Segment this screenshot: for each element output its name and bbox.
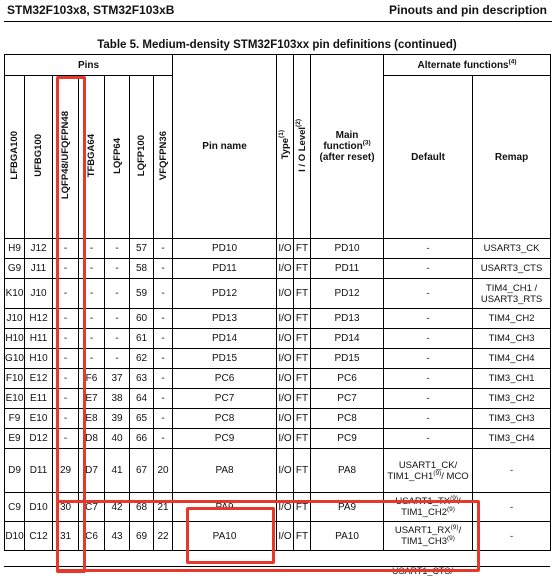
cell-type: I/O [277,329,294,349]
cell-c5: - [105,279,130,309]
cell-lvl: FT [294,369,311,389]
cell-c6: 65 [130,409,154,429]
table-row [5,259,551,279]
cell-lvl: FT [294,522,311,551]
next-row-text: USART1_CTS/ [392,566,453,576]
cell-pin: PD11 [173,259,277,279]
table-row [5,239,551,259]
table-row [5,349,551,369]
cell-remap: TIM4_CH1 / USART3_RTS [473,279,551,309]
cell-def: - [384,279,473,309]
cell-c6: 60 [130,309,154,329]
cell-remap: TIM3_CH1 [473,369,551,389]
cell-c2: H11 [25,329,53,349]
cell-lvl: FT [294,329,311,349]
cell-c6: 59 [130,279,154,309]
cell-type: I/O [277,522,294,551]
col-lqfp64: LQFP64 [105,76,130,239]
cell-c3: - [53,259,79,279]
cell-def: - [384,239,473,259]
cell-pin: PD14 [173,329,277,349]
cell-c1: E10 [5,389,25,409]
cell-pin: PA10 [173,522,277,551]
cell-c1: D9 [5,449,25,493]
table-row [5,309,551,329]
cell-c6: 69 [130,522,154,551]
table-row [5,429,551,449]
cell-main: PD14 [311,329,384,349]
cell-c2: J12 [25,239,53,259]
col-lfbga100: LFBGA100 [5,76,25,239]
cell-c6: 68 [130,493,154,522]
cell-c2: J11 [25,259,53,279]
cell-c1: G9 [5,259,25,279]
cell-c3: 29 [53,449,79,493]
table-caption [0,39,554,51]
table-row [5,329,551,349]
table-row [5,369,551,389]
cell-c4: - [79,309,105,329]
cell-c2: H10 [25,349,53,369]
cell-c3: - [53,239,79,259]
cell-main: PA9 [311,493,384,522]
section-title: Pinouts and pin description [388,3,547,17]
cell-c3: 30 [53,493,79,522]
cell-type: I/O [277,349,294,369]
cell-def: - [384,309,473,329]
cell-c6: 64 [130,389,154,409]
table-caption-text: Table 5. Medium-density STM32F103xx pin definitions (continued) [97,39,457,51]
cell-type: I/O [277,279,294,309]
cell-remap: USART3_CTS [473,259,551,279]
cell-type: I/O [277,389,294,409]
cell-def: - [384,259,473,279]
cell-c1: H9 [5,239,25,259]
cell-c6: 66 [130,429,154,449]
cell-c4: D8 [79,429,105,449]
cell-def: - [384,329,473,349]
cell-pin: PC6 [173,369,277,389]
cell-c4: C7 [79,493,105,522]
cell-c3: - [53,309,79,329]
cell-c5: - [105,239,130,259]
cell-main: PA10 [311,522,384,551]
cell-pin: PC7 [173,389,277,409]
cell-c2: D12 [25,429,53,449]
cell-def: - [384,349,473,369]
cell-c4: C6 [79,522,105,551]
cell-remap: - [473,522,551,551]
cell-c5: - [105,259,130,279]
cell-c2: D10 [25,493,53,522]
cell-main: PC6 [311,369,384,389]
cell-remap: TIM3_CH2 [473,389,551,409]
cell-c5: 41 [105,449,130,493]
table-row [5,389,551,409]
io-level-header: I / O Level$^{(2)}$ [294,55,311,239]
cell-main: PD10 [311,239,384,259]
cell-c3: - [53,429,79,449]
cell-c4: - [79,259,105,279]
cell-type: I/O [277,259,294,279]
cell-type: I/O [277,309,294,329]
cell-c2: E12 [25,369,53,389]
cell-c2: C12 [25,522,53,551]
cell-type: I/O [277,409,294,429]
cell-c7: - [154,429,173,449]
cell-c3: - [53,409,79,429]
cell-main: PC9 [311,429,384,449]
cell-lvl: FT [294,409,311,429]
cell-c7: 20 [154,449,173,493]
cell-c7: - [154,309,173,329]
cell-c7: - [154,239,173,259]
cell-c3: - [53,369,79,389]
cell-lvl: FT [294,429,311,449]
cell-c4: E8 [79,409,105,429]
cell-c6: 58 [130,259,154,279]
cell-main: PD15 [311,349,384,369]
cell-c1: C9 [5,493,25,522]
cell-type: I/O [277,239,294,259]
cell-c5: 42 [105,493,130,522]
cell-c4: F6 [79,369,105,389]
cell-remap: TIM4_CH2 [473,309,551,329]
pin-name-header: Pin name [173,55,277,239]
cell-c2: H12 [25,309,53,329]
cell-remap: TIM3_CH3 [473,409,551,429]
page-header [0,0,554,22]
col-lqfp100: LQFP100 [130,76,154,239]
cell-remap: TIM4_CH4 [473,349,551,369]
cell-type: I/O [277,369,294,389]
cell-remap: USART3_CK [473,239,551,259]
cell-lvl: FT [294,349,311,369]
cell-c7: - [154,389,173,409]
cell-def: USART1_TX$^{(9)}$/ TIM1_CH2$^{(9)}$ [384,493,473,522]
header-rule [4,21,552,22]
cell-c5: - [105,329,130,349]
cell-c7: 21 [154,493,173,522]
cell-remap: - [473,493,551,522]
cell-remap: TIM3_CH4 [473,429,551,449]
cell-c6: 61 [130,329,154,349]
cell-pin: PC9 [173,429,277,449]
remap-header: Remap [473,76,551,239]
cell-type: I/O [277,429,294,449]
cell-c7: - [154,369,173,389]
cell-c2: E11 [25,389,53,409]
cell-def: - [384,429,473,449]
cell-def: USART1_CK/ TIM1_CH1$^{(9)}$/ MCO [384,449,473,493]
cell-pin: PD15 [173,349,277,369]
cell-c7: 22 [154,522,173,551]
cell-lvl: FT [294,279,311,309]
table-row [5,409,551,429]
cell-pin: PA9 [173,493,277,522]
col-tfbga64: TFBGA64 [79,76,105,239]
cell-c5: - [105,309,130,329]
table-row [5,449,551,493]
cell-c2: D11 [25,449,53,493]
cell-remap: TIM4_CH3 [473,329,551,349]
cell-lvl: FT [294,309,311,329]
alt-functions-header: Alternate functions$^{(4)}$ [384,55,551,76]
cell-c1: F9 [5,409,25,429]
cell-c4: - [79,239,105,259]
cell-c5: 37 [105,369,130,389]
table-row [5,522,551,551]
cell-c6: 67 [130,449,154,493]
cell-c6: 63 [130,369,154,389]
cell-pin: PC8 [173,409,277,429]
cell-main: PC8 [311,409,384,429]
cell-def: USART1_RX$^{(9)}$/ TIM1_CH3$^{(9)}$ [384,522,473,551]
cell-c4: E7 [79,389,105,409]
cell-pin: PD13 [173,309,277,329]
cell-c1: J10 [5,309,25,329]
cell-main: PA8 [311,449,384,493]
cell-pin: PD10 [173,239,277,259]
cell-main: PD11 [311,259,384,279]
cell-c7: - [154,349,173,369]
cell-c4: - [79,349,105,369]
cell-pin: PA8 [173,449,277,493]
cell-c5: 43 [105,522,130,551]
cell-main: PD13 [311,309,384,329]
cell-c3: - [53,329,79,349]
cell-remap: - [473,449,551,493]
cell-c1: K10 [5,279,25,309]
pin-definitions-table [4,54,551,551]
cell-main: PD12 [311,279,384,309]
cell-c7: - [154,259,173,279]
cell-lvl: FT [294,239,311,259]
cell-lvl: FT [294,449,311,493]
table-row [5,493,551,522]
cell-c4: D7 [79,449,105,493]
col-lqfp48: LQFP48/UFQFPN48 [53,76,79,239]
cell-def: - [384,389,473,409]
cell-c5: 40 [105,429,130,449]
cell-c1: F10 [5,369,25,389]
col-ufbga100: UFBG100 [25,76,53,239]
cell-c2: J10 [25,279,53,309]
cell-c5: 39 [105,409,130,429]
cell-pin: PD12 [173,279,277,309]
table-row [5,279,551,309]
type-header: Type$^{(1)}$ [277,55,294,239]
cell-def: - [384,409,473,429]
default-header: Default [384,76,473,239]
cell-c1: D10 [5,522,25,551]
cell-lvl: FT [294,389,311,409]
cell-c6: 57 [130,239,154,259]
cell-c3: 31 [53,522,79,551]
cell-c1: E9 [5,429,25,449]
cell-c3: - [53,279,79,309]
pins-group-header: Pins [5,55,173,76]
cell-c6: 62 [130,349,154,369]
cell-c5: - [105,349,130,369]
cell-c4: - [79,279,105,309]
device-title: STM32F103x8, STM32F103xB [7,3,175,17]
cell-c5: 38 [105,389,130,409]
cell-c7: - [154,409,173,429]
cell-type: I/O [277,493,294,522]
cell-c1: G10 [5,349,25,369]
cell-c2: E10 [25,409,53,429]
col-vfqfpn36: VFQFPN36 [154,76,173,239]
main-function-header: Main function$^{(3)}$ (after reset) [311,55,384,239]
cell-c4: - [79,329,105,349]
cell-c3: - [53,389,79,409]
cell-type: I/O [277,449,294,493]
cell-def: - [384,369,473,389]
cell-c3: - [53,349,79,369]
cell-lvl: FT [294,493,311,522]
cell-c1: H10 [5,329,25,349]
cell-lvl: FT [294,259,311,279]
cell-c7: - [154,279,173,309]
cell-main: PC7 [311,389,384,409]
cell-c7: - [154,329,173,349]
